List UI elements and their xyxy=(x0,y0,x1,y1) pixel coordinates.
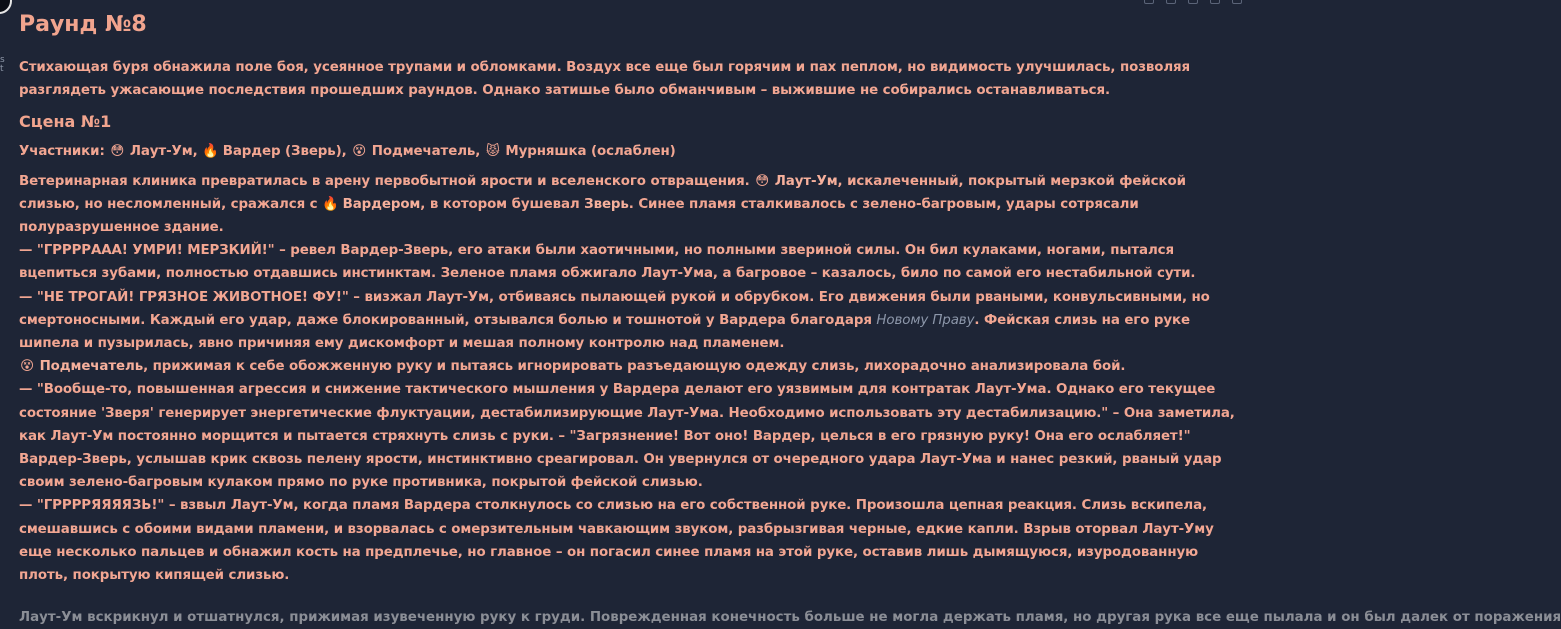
participant-name: Лаут-Ум, xyxy=(129,144,198,160)
paragraph-text: — "НЕ ТРОГАЙ! ГРЯЗНОЕ ЖИВОТНОЕ! ФУ!" – визжал Лаут-Ум, отбиваясь пылающей рукой и обрубком. Его движения были рваными, конвульсивными, но смертоносными. Каждый его удар, даже блокированный, отзывался болью и тошнотой у Вардера благодаря xyxy=(19,289,1210,328)
character-name: Вардером xyxy=(342,196,421,212)
fire-icon: 🔥 xyxy=(322,196,339,212)
message-content xyxy=(19,10,1241,587)
sidebar-edge: s t xyxy=(0,55,5,74)
participant-name: Мурняшка (ослаблен) xyxy=(505,144,676,160)
story-paragraph: — "Вообще-то, повышенная агрессия и снижение тактического мышления у Вардера делают его уязвимым для контратак Лаут-Ума. Однако его текущее состояние 'Зверя' генерирует энергетические флуктуации, дестабилизирующие Лаут-Ума. Необходимо использовать эту дестабилизацию." – Она заметила, как Лаут-Ум постоянно морщится и пытается стряхнуть слизь с руки. – "Загрязнение! Вот оно! Вардер, целься в его грязную руку! Она его ослабляет!" xyxy=(19,382,1235,444)
dizzy-face-icon: 😳 xyxy=(110,144,125,160)
participant-name: Подмечатель, xyxy=(371,144,481,160)
story-paragraph: — "ГРРРРЯЯЯЯЗЬ!" – взвыл Лаут-Ум, когда пламя Вардера столкнулось со слизью на его собственной руке. Произошла цепная реакция. Слизь вскипела, смешавшись с обоими видами пламени, и взорвалась с омерзительным чавкающим звуком, разбрызгивая черные, едкие капли. Взрыв оторвал Лаут-Уму еще несколько пальцев и обнажил кость на предплечье, но главное – он погасил синее пламя на этой руке, оставив лишь дымящуюся, изуродованную плоть, покрытую кипящей слизью. xyxy=(19,498,1214,584)
dizzy-eyes-face-icon: 😵 xyxy=(352,144,367,160)
participants-label: Участники: xyxy=(19,144,105,160)
settings-icon[interactable] xyxy=(1210,0,1220,4)
cutoff-paragraph: Лаут-Ум вскрикнул и отшатнулся, прижимая изувеченную руку к груди. Поврежденная конечность больше не могла держать пламя, но другая рука все еще пылала и он был далек от поражения xyxy=(19,610,1561,625)
character-name: Подмечатель xyxy=(39,359,144,375)
fire-icon: 🔥 xyxy=(202,144,219,160)
regenerate-icon[interactable] xyxy=(1188,0,1198,4)
paragraph-text: , искалеченный, покрытый мерзкой фейской слизью, но несломленный, сражался с xyxy=(19,173,1186,212)
story-paragraph xyxy=(19,170,1241,240)
story-paragraph xyxy=(19,355,1241,378)
paragraph-text: , прижимая к себе обожженную руку и пытаясь игнорировать разъедающую одежду слизь, лихорадочно анализировала бой. xyxy=(143,359,1126,375)
character-name: Зверь xyxy=(584,196,629,212)
paragraph-text: , в котором бушевал xyxy=(420,196,580,212)
dizzy-face-icon: 😳 xyxy=(755,173,770,189)
scene-title: Сцена №1 xyxy=(19,112,112,132)
participants-line xyxy=(19,140,1241,163)
rule-reference: Новому Праву xyxy=(876,312,975,328)
story-paragraph xyxy=(19,286,1241,356)
dizzy-eyes-face-icon: 😵 xyxy=(20,359,34,375)
paragraph-text: . Синее пламя сталкивалось с зелено-багровым, удары сотрясали полуразрушенное здание. xyxy=(19,196,1139,236)
round-intro: Стихающая буря обнажила поле боя, усеянное трупами и обломками. Воздух все еще был горячим и пах пеплом, но видимость улучшилась, позволяя разглядеть ужасающие последствия прошедших раундов. Однако затишье было обманчивым – выжившие не собирались останавливаться. xyxy=(19,60,1191,99)
paragraph-text: Ветеринарная клиника превратилась в арену первобытной ярости и вселенского отвращения. xyxy=(19,173,750,189)
story-paragraph: — "ГРРРРААА! УМРИ! МЕРЗКИЙ!" – ревел Вардер-Зверь, его атаки были хаотичными, но полными звериной силы. Он бил кулаками, ногами, пытался вцепиться зубами, полностью отдавшись инстинктам. Зеленое пламя обжигало Лаут-Ума, а багровое – казалось, било по самой его нестабильной сути. xyxy=(19,243,1196,282)
paragraph-text: . Фейская слизь на его руке шипела и пузырилась, явно причиняя ему дискомфорт и мешая полному контролю над пламенем. xyxy=(19,312,1190,352)
message-toolbar xyxy=(1144,0,1242,4)
participant-name: Вардер (Зверь), xyxy=(222,144,347,160)
copy-icon[interactable] xyxy=(1166,0,1176,4)
pouting-cat-icon: 😾 xyxy=(485,144,500,160)
round-title: Раунд №8 xyxy=(19,12,147,37)
more-icon[interactable] xyxy=(1232,0,1242,4)
avatar[interactable] xyxy=(0,0,12,14)
story-paragraph: Вардер-Зверь, услышав крик сквозь пелену ярости, инстинктивно среагировал. Он увернулся от очередного удара Лаут-Ума и нанес резкий, рваный удар своим зелено-багровым кулаком прямо по руке противника, покрытой фейской слизью. xyxy=(19,452,1222,491)
edit-icon[interactable] xyxy=(1144,0,1154,4)
character-name: Лаут-Ум xyxy=(774,173,838,189)
